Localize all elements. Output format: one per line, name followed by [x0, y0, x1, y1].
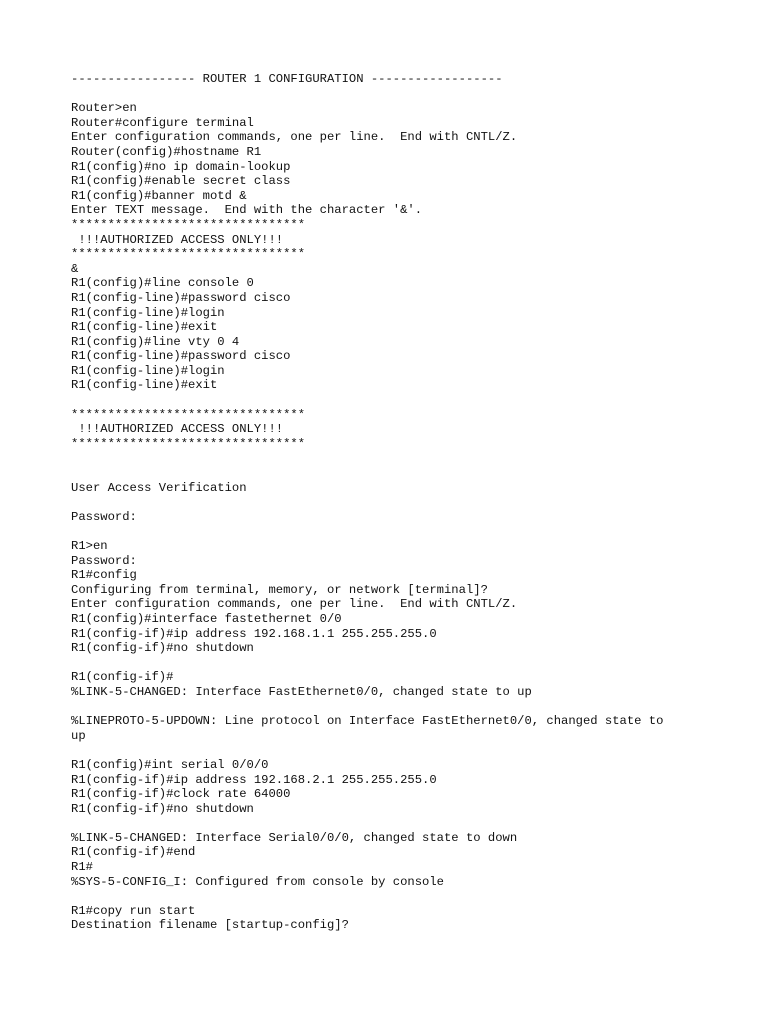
transcript-line: R1(config)#line vty 0 4 [71, 334, 240, 349]
transcript-line: R1(config-line)#password cisco [71, 349, 291, 364]
transcript-line: !!!AUTHORIZED ACCESS ONLY!!! [71, 422, 284, 437]
transcript-line: up [71, 728, 86, 743]
transcript-line: R1(config-if)# [71, 670, 174, 685]
transcript-line: R1(config)#int serial 0/0/0 [71, 757, 269, 772]
transcript-line: R1(config)#no ip domain-lookup [71, 159, 291, 174]
transcript-line: ******************************** [71, 407, 306, 422]
transcript-line: & [71, 261, 79, 276]
transcript-line: Destination filename [startup-config]? [71, 918, 349, 933]
transcript-line: %SYS-5-CONFIG_I: Configured from console by console [71, 874, 444, 889]
transcript-line: %LINEPROTO-5-UPDOWN: Line protocol on Interface FastEthernet0/0, changed state to [71, 714, 664, 729]
transcript-line: Enter configuration commands, one per line. End with CNTL/Z. [71, 597, 518, 612]
transcript-line: R1(config)#enable secret class [71, 174, 291, 189]
transcript-line: R1#copy run start [71, 903, 196, 918]
blank-line [71, 743, 751, 758]
blank-line [71, 495, 751, 510]
transcript-line: Router#configure terminal [71, 115, 254, 130]
blank-line [71, 466, 751, 481]
blank-line [71, 656, 751, 671]
transcript-line: User Access Verification [71, 480, 247, 495]
transcript-line: R1(config-line)#login [71, 363, 225, 378]
blank-line [71, 524, 751, 539]
transcript-line: Router(config)#hostname R1 [71, 144, 262, 159]
transcript-line: ******************************** [71, 217, 306, 232]
blank-line [71, 889, 751, 904]
transcript-line: R1(config)#interface fastethernet 0/0 [71, 611, 342, 626]
transcript-line: R1(config-line)#password cisco [71, 290, 291, 305]
console-transcript [71, 72, 751, 933]
transcript-line: Router>en [71, 101, 137, 116]
transcript-line: R1(config-if)#no shutdown [71, 801, 254, 816]
transcript-line: R1(config-if)#ip address 192.168.1.1 255.255.255.0 [71, 626, 437, 641]
transcript-line: !!!AUTHORIZED ACCESS ONLY!!! [71, 232, 284, 247]
blank-line [71, 816, 751, 831]
transcript-line: ----------------- ROUTER 1 CONFIGURATION ------------------ [71, 72, 503, 86]
transcript-line: R1(config-if)#ip address 192.168.2.1 255.255.255.0 [71, 772, 437, 787]
blank-line [71, 393, 751, 408]
transcript-line: R1(config)#line console 0 [71, 276, 254, 291]
transcript-line: R1(config-line)#exit [71, 320, 218, 335]
transcript-line: %LINK-5-CHANGED: Interface Serial0/0/0, changed state to down [71, 830, 518, 845]
transcript-line: %LINK-5-CHANGED: Interface FastEthernet0/0, changed state to up [71, 684, 532, 699]
transcript-line: R1(config-if)#clock rate 64000 [71, 787, 291, 802]
transcript-line: R1>en [71, 539, 108, 553]
transcript-line: R1(config-line)#login [71, 305, 225, 320]
transcript-line: R1#config [71, 568, 137, 583]
transcript-line: Configuring from terminal, memory, or network [terminal]? [71, 582, 488, 597]
transcript-line: Password: [71, 509, 137, 524]
transcript-line: Enter TEXT message. End with the character '&'. [71, 203, 423, 218]
blank-line [71, 451, 751, 466]
blank-line [71, 700, 751, 715]
transcript-line: ******************************** [71, 436, 306, 451]
blank-line [71, 87, 751, 102]
transcript-line: R1(config-line)#exit [71, 378, 218, 393]
transcript-line: R1(config)#banner motd & [71, 188, 247, 203]
transcript-line: ******************************** [71, 247, 306, 262]
transcript-line: R1# [71, 860, 93, 875]
transcript-line: R1(config-if)#no shutdown [71, 641, 254, 656]
transcript-line: R1(config-if)#end [71, 845, 196, 860]
transcript-line: Enter configuration commands, one per line. End with CNTL/Z. [71, 130, 518, 145]
transcript-line: Password: [71, 553, 137, 568]
